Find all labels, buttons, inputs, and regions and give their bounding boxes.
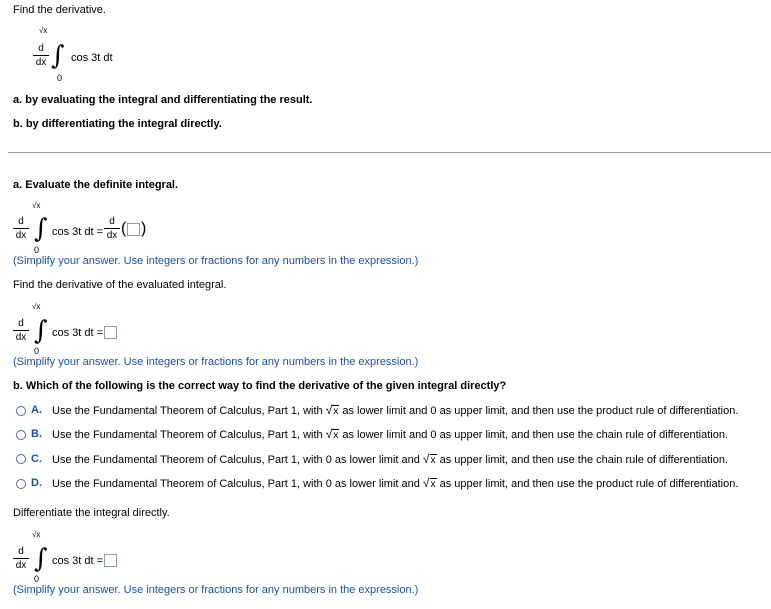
integral-sign: ∫ (34, 316, 48, 346)
option-a-pre: Use the Fundamental Theorem of Calculus, Part 1, with (52, 405, 326, 417)
option-d-pre: Use the Fundamental Theorem of Calculus, Part 1, with 0 as lower limit and (52, 478, 423, 490)
instruction-text: Find the derivative. (13, 4, 106, 16)
option-d-radio[interactable] (16, 479, 26, 489)
integrand-text: cos 3t dt = (52, 555, 104, 567)
d-numerator: d (13, 216, 29, 229)
option-b-text[interactable] (52, 428, 728, 442)
sqrt-arg: x (333, 430, 339, 441)
close-paren: ) (141, 220, 147, 237)
integral-sign: ∫ (34, 544, 48, 574)
sqrt-x (423, 453, 437, 467)
rhs-d-numerator: d (104, 216, 120, 229)
part-b-prompt: b. by differentiating the integral directly. (13, 118, 222, 130)
option-b-pre: Use the Fundamental Theorem of Calculus, Part 1, with (52, 429, 326, 441)
simplify-note-3: (Simplify your answer. Use integers or fractions for any numbers in the expression.) (13, 584, 419, 596)
sqrt-x (326, 428, 340, 442)
lower-limit: 0 (34, 574, 40, 584)
lower-limit: 0 (34, 346, 40, 356)
upper-limit: √x (32, 302, 41, 311)
simplify-note-1: (Simplify your answer. Use integers or fractions for any numbers in the expression.) (13, 255, 419, 267)
sqrt-symbol: √ (422, 476, 430, 490)
sqrt-symbol: √ (422, 452, 430, 466)
derivative-operator (33, 43, 49, 68)
sqrt-arg: x (430, 455, 436, 466)
option-b-letter: B. (31, 428, 42, 440)
option-a-radio[interactable] (16, 406, 26, 416)
sqrt-symbol: √ (325, 403, 333, 417)
open-paren: ( (121, 220, 127, 237)
part-a-prompt: a. by evaluating the integral and differentiating the result. (13, 94, 313, 106)
option-a-post: as lower limit and 0 as upper limit, and then use the product rule of differentiation. (339, 405, 739, 417)
rhs-d-denominator: dx (106, 230, 118, 241)
integral-sign: ∫ (34, 214, 48, 244)
d-numerator: d (13, 318, 29, 331)
sqrt-symbol: √ (325, 427, 333, 441)
derivative-operator (13, 216, 29, 241)
lower-limit: 0 (34, 245, 40, 255)
sqrt-x (423, 477, 437, 491)
option-a-letter: A. (31, 404, 42, 416)
derivative-operator (13, 546, 29, 571)
sqrt-arg: x (430, 479, 436, 490)
derivative-prompt: Find the derivative of the evaluated integral. (13, 279, 227, 291)
lower-limit: 0 (57, 73, 63, 83)
sqrt-arg: x (333, 406, 339, 417)
evaluated-integral-input[interactable] (127, 223, 140, 236)
part-a-heading: a. Evaluate the definite integral. (13, 179, 179, 191)
d-numerator: d (33, 43, 49, 56)
option-c-post: as upper limit, and then use the chain rule of differentiation. (436, 454, 728, 466)
option-d-letter: D. (31, 477, 42, 489)
integrand-text: cos 3t dt = (52, 226, 104, 238)
d-denominator: dx (15, 560, 27, 571)
direct-prompt: Differentiate the integral directly. (13, 507, 170, 519)
option-a-text[interactable] (52, 404, 738, 418)
option-c-pre: Use the Fundamental Theorem of Calculus, Part 1, with 0 as lower limit and (52, 454, 423, 466)
d-denominator: dx (15, 332, 27, 343)
integrand-text: cos 3t dt = (52, 327, 104, 339)
upper-limit: √x (32, 530, 41, 539)
option-b-post: as lower limit and 0 as upper limit, and then use the chain rule of differentiation. (339, 429, 728, 441)
option-c-text[interactable] (52, 453, 728, 467)
upper-limit: √x (32, 201, 41, 210)
option-d-text[interactable] (52, 477, 738, 491)
d-denominator: dx (35, 57, 47, 68)
section-divider (8, 152, 771, 153)
derivative-operator (13, 318, 29, 343)
derivative-answer-input[interactable] (104, 326, 117, 339)
d-numerator: d (13, 546, 29, 559)
problem-integral (30, 26, 170, 90)
option-c-radio[interactable] (16, 454, 26, 464)
direct-derivative-input[interactable] (104, 554, 117, 567)
d-denominator: dx (15, 230, 27, 241)
simplify-note-2: (Simplify your answer. Use integers or fractions for any numbers in the expression.) (13, 356, 419, 368)
option-d-post: as upper limit, and then use the product rule of differentiation. (436, 478, 739, 490)
option-b-radio[interactable] (16, 430, 26, 440)
upper-limit: √x (39, 26, 48, 35)
option-c-letter: C. (31, 453, 42, 465)
sqrt-x (326, 404, 340, 418)
rhs-derivative-operator (104, 216, 120, 241)
integral-sign: ∫ (51, 41, 65, 71)
integrand-text: cos 3t dt (71, 52, 113, 64)
part-b-question: b. Which of the following is the correct way to find the derivative of the given integral directly? (13, 380, 507, 392)
